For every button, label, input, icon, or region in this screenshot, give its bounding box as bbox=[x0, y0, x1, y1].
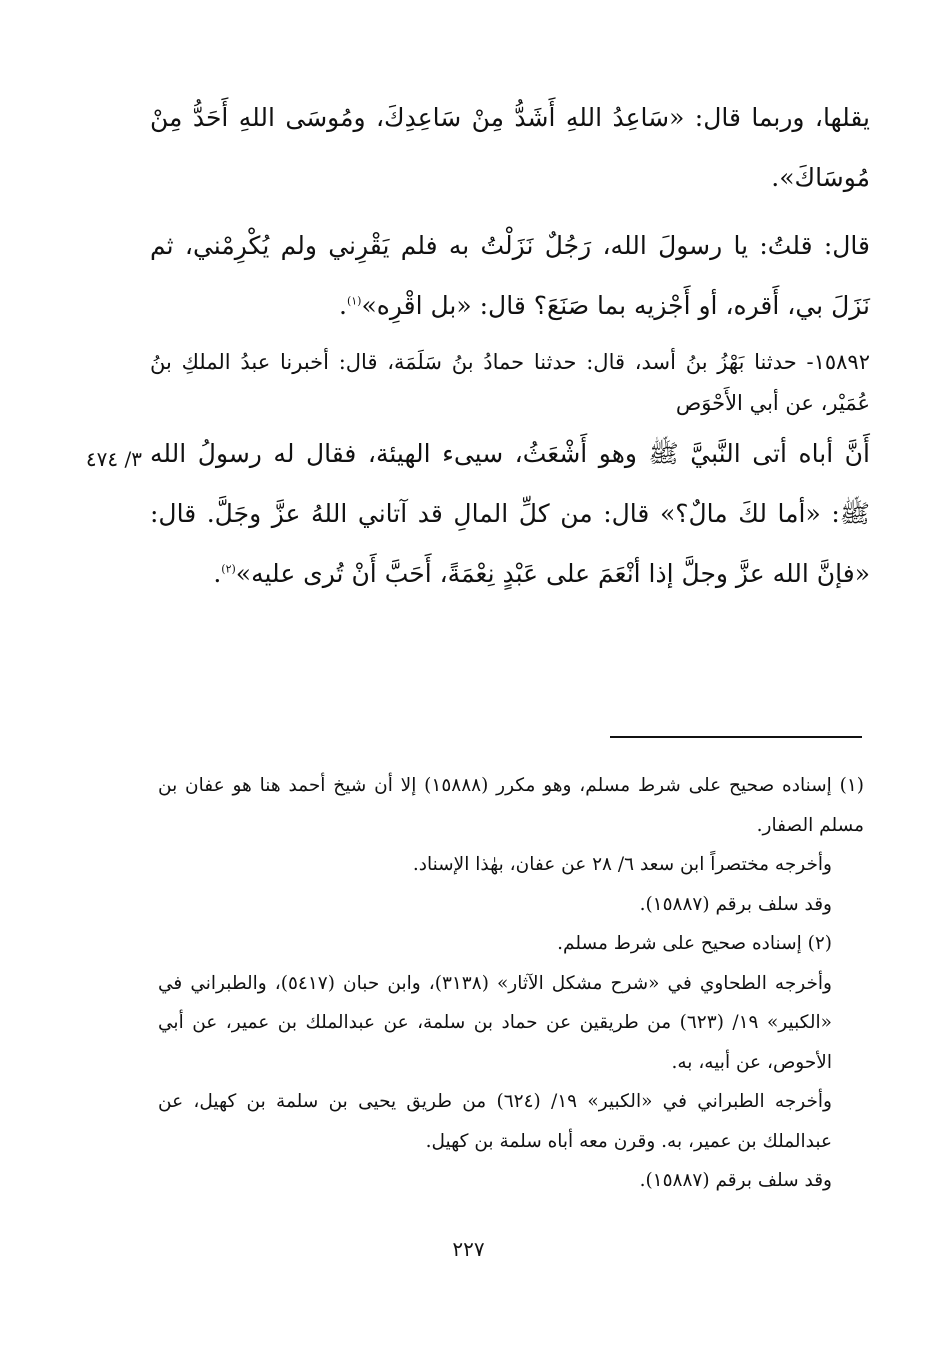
margin-volume-page-ref: ٣/ ٤٧٤ bbox=[85, 447, 142, 471]
paragraph-2-text: قال: قلتُ: يا رسولَ الله، رَجُلٌ نَزَلْتُ به فلم يَقْرِني ولم يُكْرِمْني، ثم نَزَلَ بي، أَقره، أو أَجْزيه بما صَنَعَ؟ قال: «بل اقْرِه» bbox=[150, 231, 870, 320]
footnote-2-line-4: وقد سلف برقم (١٥٨٨٧). bbox=[639, 1170, 832, 1191]
paragraph-1: يقلها، وربما قال: «سَاعِدُ اللهِ أَشَدُّ مِنْ سَاعِدِكَ، ومُوسَى اللهِ أَحَدُّ مِنْ مُوسَاكَ». bbox=[150, 103, 870, 192]
paragraph-2-end: . bbox=[338, 291, 347, 320]
paragraph-2 bbox=[150, 216, 870, 336]
paragraph-3 bbox=[150, 424, 870, 604]
footnotes bbox=[158, 766, 864, 1201]
footnote-separator bbox=[610, 736, 862, 738]
footnote-1-line-3: وقد سلف برقم (١٥٨٨٧). bbox=[639, 893, 832, 915]
footnote-2-line-2: وأخرجه الطحاوي في «شرح مشكل الآثار» (٣١٣٨)، وابن حبان (٥٤١٧)، والطبراني في «الكبير» ١٩/ (٦٢٣) من طريقين عن حماد بن سلمة، عن عبدالملك بن عمير، عن أبي الأحوص، عن أبيه، به. bbox=[158, 972, 832, 1073]
paragraph-3-end: . bbox=[213, 559, 222, 588]
footnote-ref-1[interactable]: (١) bbox=[346, 294, 362, 308]
footnote-1-line-2: وأخرجه مختصراً ابن سعد ٦/ ٢٨ عن عفان، بهٰذا الإسناد. bbox=[412, 854, 832, 875]
footnote-2-line-3: وأخرجه الطبراني في «الكبير» ١٩/ (٦٢٤) من طريق يحيى بن سلمة بن كهيل، عن عبدالملك بن عمير، به. وقرن معه أباه سلمة بن كهيل. bbox=[158, 1091, 832, 1152]
footnote-1: (١) إسناده صحيح على شرط مسلم، وهو مكرر (١٥٨٨٨) إلا أن شيخ أحمد هنا هو عفان بن مسلم الصفار. bbox=[158, 775, 865, 836]
main-text bbox=[150, 88, 870, 604]
footnote-2: (٢) إسناده صحيح على شرط مسلم. bbox=[557, 933, 832, 954]
hadith-number-isnad: ١٥٨٩٢- حدثنا بَهْزُ بنُ أسد، قال: حدثنا حمادُ بنُ سَلَمَة، قال: أخبرنا عبدُ الملكِ بنُ عُمَيْر، عن أبي الأَحْوَص bbox=[150, 350, 870, 415]
page-number: ٢٢٧ bbox=[452, 1237, 485, 1261]
paragraph-3-text: أَنَّ أباه أتى النَّبيَّ ﷺ وهو أَشْعَثُ، سيىء الهيئة، فقال له رسولُ الله ﷺ: «أما لكَ مالٌ؟» قال: من كلِّ المالِ قد آتاني اللهُ عزَّ وجَلَّ. قال: «فإنَّ الله عزَّ وجلَّ إذا أنْعَمَ على عَبْدٍ نِعْمَةً، أَحَبَّ أَنْ تُرى عليه» bbox=[150, 439, 870, 588]
footnote-ref-2[interactable]: (٢) bbox=[221, 562, 236, 576]
